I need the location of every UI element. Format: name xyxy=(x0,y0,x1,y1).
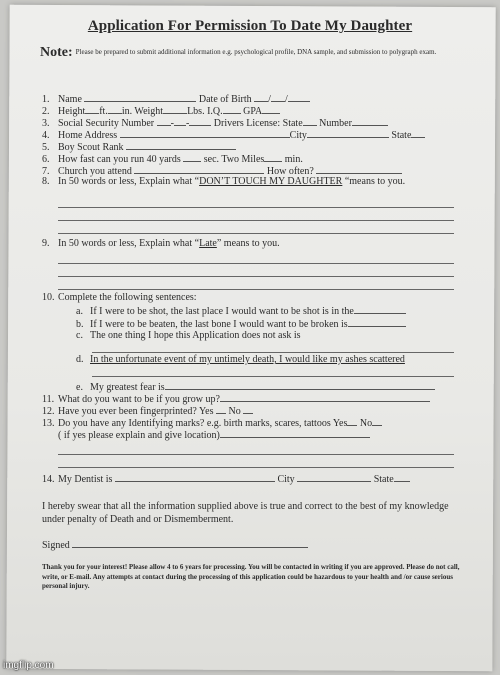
height-ft-field[interactable] xyxy=(85,104,99,114)
dentist-city-field[interactable] xyxy=(297,472,371,482)
item-grow-up: 11. What do you want to be if you grow up? xyxy=(42,392,430,405)
sentence-c: c. The one thing I hope this Application does not ask is xyxy=(76,330,301,341)
item-scout-rank: 5. Boy Scout Rank xyxy=(42,140,236,154)
dob-month-field[interactable] xyxy=(254,92,268,102)
state-field[interactable] xyxy=(411,128,425,138)
item-fingerprinted: 12. Have you ever been fingerprinted? Yes No xyxy=(42,404,253,417)
scout-rank-field[interactable] xyxy=(126,140,236,150)
ssn-part2-field[interactable] xyxy=(174,116,186,126)
item-name-dob: 1. Name Date of Birth / / xyxy=(42,92,310,106)
city-field[interactable] xyxy=(307,128,389,138)
sentence-a-field[interactable] xyxy=(354,304,406,314)
dob-year-field[interactable] xyxy=(288,92,310,102)
item-complete-sentences: 10. Complete the following sentences: xyxy=(42,292,197,303)
name-field[interactable] xyxy=(84,92,196,102)
note-section xyxy=(40,47,460,58)
item-height-weight: 2. Height ft. in. Weight Lbs. I.Q. GPA xyxy=(42,104,280,118)
answer-line-8-1[interactable] xyxy=(58,207,454,208)
grow-up-field[interactable] xyxy=(220,392,430,402)
item-dont-touch: 8. In 50 words or less, Explain what “DON’T TOUCH MY DAUGHTER “means to you. xyxy=(42,176,406,187)
fingerprinted-no-field[interactable] xyxy=(243,404,253,414)
answer-line-8-3[interactable] xyxy=(58,233,454,234)
signature-line: Signed xyxy=(42,538,308,551)
note-label: Note: xyxy=(40,45,73,60)
item-dentist: 14. My Dentist is City State xyxy=(42,472,410,485)
dentist-field[interactable] xyxy=(115,472,275,482)
height-in-field[interactable] xyxy=(108,104,122,114)
home-address-field[interactable] xyxy=(120,128,290,138)
church-field[interactable] xyxy=(134,164,264,174)
sentence-a: a. If I were to be shot, the last place I would want to be shot is in the xyxy=(76,304,406,317)
answer-line-9-1[interactable] xyxy=(58,263,454,264)
sentence-b-field[interactable] xyxy=(348,317,406,327)
marks-yes-field[interactable] xyxy=(347,416,357,426)
answer-line-13-2[interactable] xyxy=(58,467,454,468)
answer-line-10d[interactable] xyxy=(92,376,454,377)
answer-line-13-1[interactable] xyxy=(58,454,454,455)
item-address: 4. Home Address City State xyxy=(42,128,425,142)
site-watermark: imgflip.com xyxy=(3,660,54,671)
weight-field[interactable] xyxy=(163,104,187,114)
item-church: 7. Church you attend How often? xyxy=(42,164,402,178)
gpa-field[interactable] xyxy=(262,104,280,114)
run-2mile-field[interactable] xyxy=(264,152,282,162)
license-state-field[interactable] xyxy=(303,116,317,126)
sentence-b: b. If I were to be beaten, the last bone I would want to be broken is xyxy=(76,317,406,330)
sentence-e: e. My greatest fear is xyxy=(76,380,435,393)
church-frequency-field[interactable] xyxy=(316,164,402,174)
oath-paragraph: I hereby swear that all the information supplied above is true and correct to the best of my knowledge under penalty of Death and or Dismemberment. xyxy=(42,501,449,525)
item-ssn-license: 3. Social Security Number - - Drivers License: State Number xyxy=(42,116,388,130)
item-identifying-marks: 13. Do you have any Identifying marks? e.g. birth marks, scares, tattoos Yes No xyxy=(42,416,382,429)
item-running: 6. How fast can you run 40 yards sec. Two Miles min. xyxy=(42,154,303,165)
answer-line-9-2[interactable] xyxy=(58,276,454,277)
run-40-field[interactable] xyxy=(183,152,201,162)
license-number-field[interactable] xyxy=(352,116,388,126)
item-late: 9. In 50 words or less, Explain what “Late” means to you. xyxy=(42,238,280,249)
answer-line-9-3[interactable] xyxy=(58,289,454,290)
note-text: Please be prepared to submit additional information e.g. psychological profile, DNA sample, and submission to polygraph exam. xyxy=(75,48,437,56)
dentist-state-field[interactable] xyxy=(394,472,410,482)
dob-day-field[interactable] xyxy=(271,92,285,102)
ssn-part1-field[interactable] xyxy=(157,116,171,126)
signature-field[interactable] xyxy=(72,538,308,548)
item-identifying-marks-explain: ( if yes please explain and give location) xyxy=(58,428,370,441)
sentence-d: d. In the unfortunate event of my untimely death, I would like my ashes scattered xyxy=(76,354,405,365)
marks-location-field[interactable] xyxy=(220,428,370,438)
answer-line-8-2[interactable] xyxy=(58,220,454,221)
answer-line-10c[interactable] xyxy=(92,352,454,353)
ssn-part3-field[interactable] xyxy=(189,116,211,126)
form-title: Application For Permission To Date My Daughter xyxy=(87,18,413,34)
footer-notice: Thank you for your interest! Please allow 4 to 6 years for processing. You will be contacted in writing if you are approved. Please do not call, write, or E-mail. Any attempts at contact during the processing of this application could be hazardous to your health and /or cause serious personal injury. xyxy=(42,563,460,590)
marks-no-field[interactable] xyxy=(372,416,382,426)
iq-field[interactable] xyxy=(223,104,241,114)
fingerprinted-yes-field[interactable] xyxy=(216,404,226,414)
sentence-e-field[interactable] xyxy=(165,380,435,390)
